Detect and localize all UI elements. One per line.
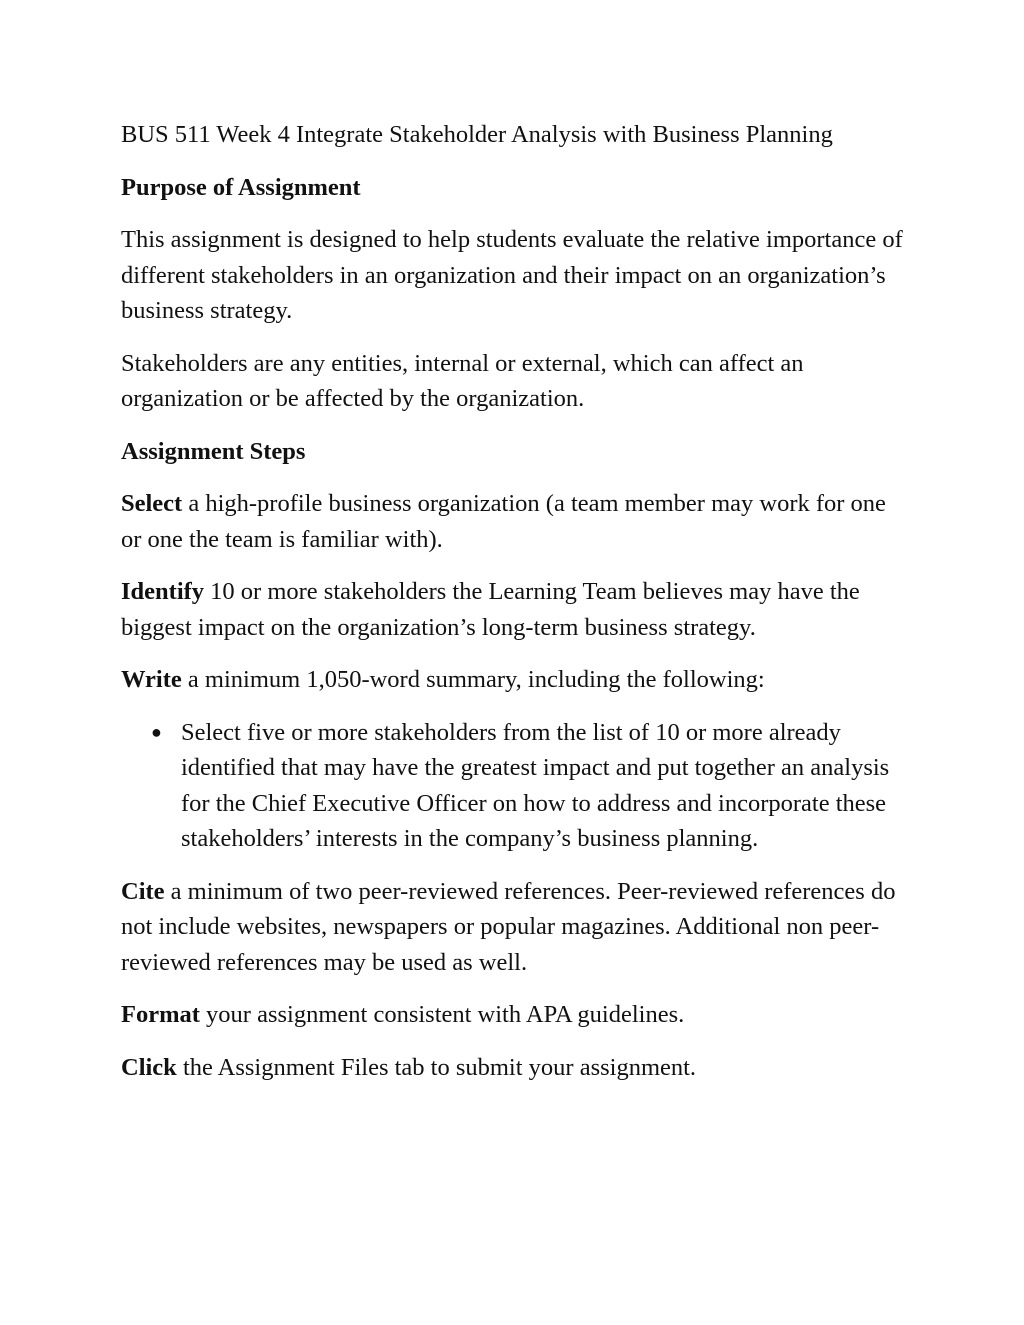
purpose-heading: Purpose of Assignment <box>121 173 361 201</box>
purpose-paragraph-2: Stakeholders are any entities, internal or external, which can affect an organization or be affected by the organization. <box>121 349 804 412</box>
step-identify <box>121 574 911 645</box>
step-identify-text: 10 or more stakeholders the Learning Team believes may have the biggest impact on the organization’s long-term business strategy. <box>121 578 860 641</box>
step-format-text: your assignment consistent with APA guidelines. <box>199 1001 685 1028</box>
step-write-text: a minimum 1,050-word summary, including the following: <box>181 666 765 693</box>
step-write <box>121 662 911 698</box>
bullet-icon: ● <box>151 721 162 742</box>
purpose-paragraph-1: This assignment is designed to help students evaluate the relative importance of different stakeholders in an organization and their impact on an organization’s business strategy. <box>121 226 903 324</box>
steps-heading: Assignment Steps <box>121 437 306 465</box>
step-identify-keyword: Identify <box>121 578 205 605</box>
document-page <box>121 117 911 1102</box>
step-click-text: the Assignment Files tab to submit your assignment. <box>176 1053 697 1081</box>
document-title: BUS 511 Week 4 Integrate Stakeholder Analysis with Business Planning <box>121 121 833 148</box>
write-bullet-list <box>121 715 911 857</box>
bullet-text: Select five or more stakeholders from the list of 10 or more already identified that may have the greatest impact and put together an analysis for the Chief Executive Officer on how to address and incorporate these stakeholders’ interests in the company’s business planning. <box>181 718 890 852</box>
step-format-keyword: Format <box>121 1001 200 1028</box>
step-cite-text: a minimum of two peer-reviewed references. Peer-reviewed references do not include websites, newspapers or popular magazines. Additional non peer-reviewed references may be used as well. <box>121 877 896 976</box>
step-click <box>121 1050 911 1086</box>
step-cite <box>121 874 911 981</box>
step-click-keyword: Click <box>121 1053 177 1081</box>
step-cite-keyword: Cite <box>121 877 165 905</box>
step-select-text: a high-profile business organization (a team member may work for one or one the team is familiar with). <box>121 490 886 553</box>
list-item <box>121 715 911 857</box>
step-select <box>121 486 911 557</box>
step-select-keyword: Select <box>121 490 183 517</box>
step-format <box>121 997 911 1033</box>
step-write-keyword: Write <box>121 666 182 693</box>
